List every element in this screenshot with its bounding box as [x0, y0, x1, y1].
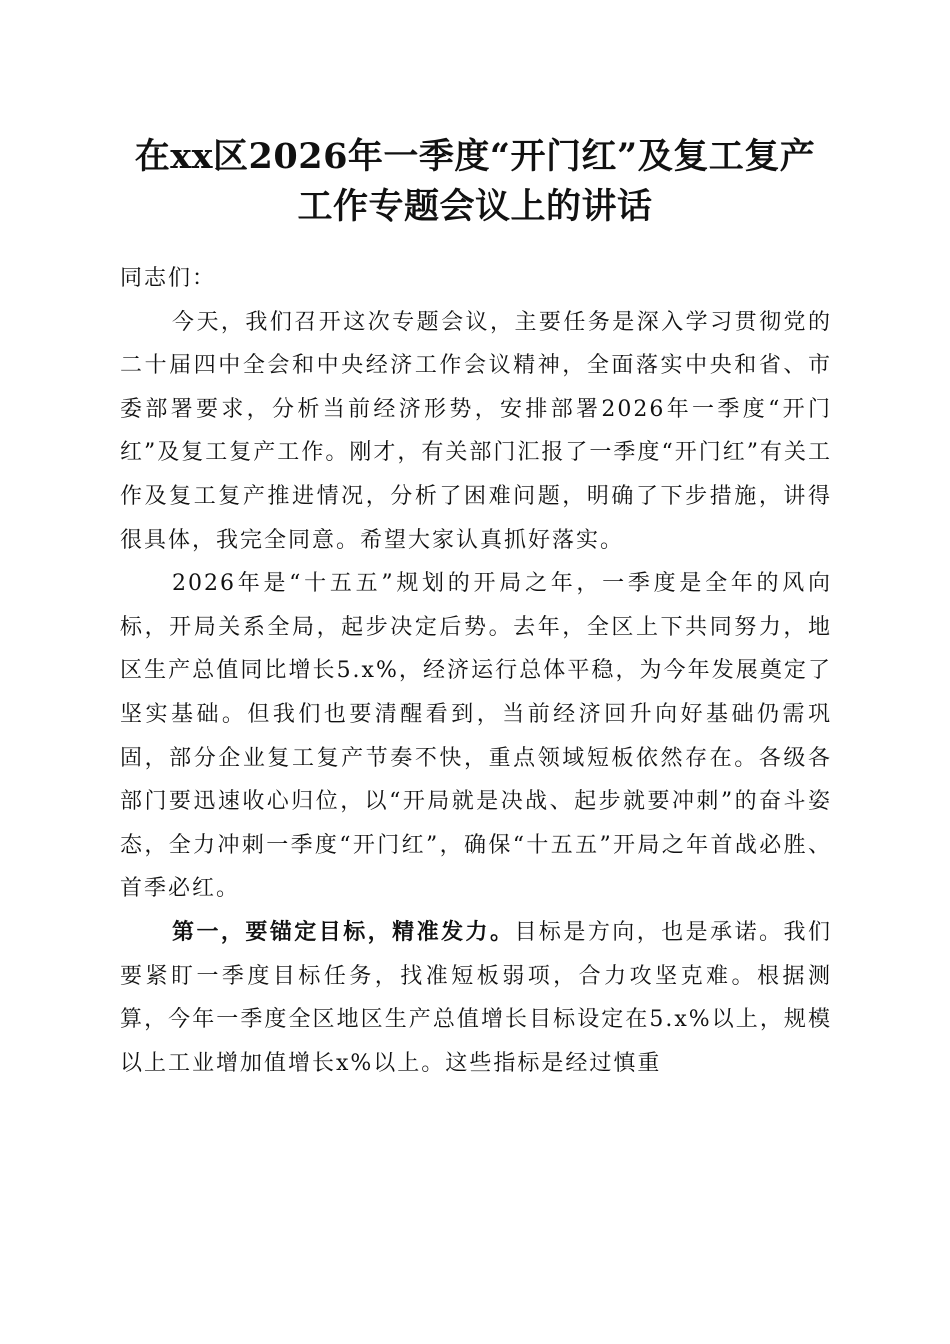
paragraph-1 [120, 301, 832, 563]
title-line-1: 在xx区2026年一季度“开门红”及复工复产 [134, 136, 816, 177]
document-body [120, 257, 832, 1085]
document-title [100, 132, 850, 232]
paragraph-3-lead: 第一，要锚定目标，精准发力。 [172, 918, 515, 945]
paragraph-3-text: 目标是方向，也是承诺。我们要紧盯一季度目标任务，找准短板弱项，合力攻坚克难。根据测算，今年一季度全区地区生产总值增长目标设定在5.x%以上，规模以上工业增加值增长x%以上。这些指标是经过慎重 [120, 919, 832, 1076]
paragraph-3 [120, 911, 832, 1085]
paragraph-2 [120, 562, 832, 911]
paragraph-2-text: 2026年是“十五五”规划的开局之年，一季度是全年的风向标，开局关系全局，起步决定后势。去年，全区上下共同努力，地区生产总值同比增长5.x%，经济运行总体平稳，为今年发展奠定了坚实基础。但我们也要清醒看到，当前经济回升向好基础仍需巩固，部分企业复工复产节奏不快，重点领域短板依然存在。各级各部门要迅速收心归位，以“开局就是决战、起步就要冲刺”的奋斗姿态，全力冲刺一季度“开门红”，确保“十五五”开局之年首战必胜、首季必红。 [120, 571, 832, 902]
title-line-2: 工作专题会议上的讲话 [297, 186, 653, 227]
salutation: 同志们： [120, 266, 217, 291]
paragraph-1-text: 今天，我们召开这次专题会议，主要任务是深入学习贯彻党的二十届四中全会和中央经济工作会议精神，全面落实中央和省、市委部署要求，分析当前经济形势，安排部署2026年一季度“开门红”及复工复产工作。刚才，有关部门汇报了一季度“开门红”有关工作及复工复产推进情况，分析了困难问题，明确了下步措施，讲得很具体，我完全同意。希望大家认真抓好落实。 [120, 309, 832, 553]
